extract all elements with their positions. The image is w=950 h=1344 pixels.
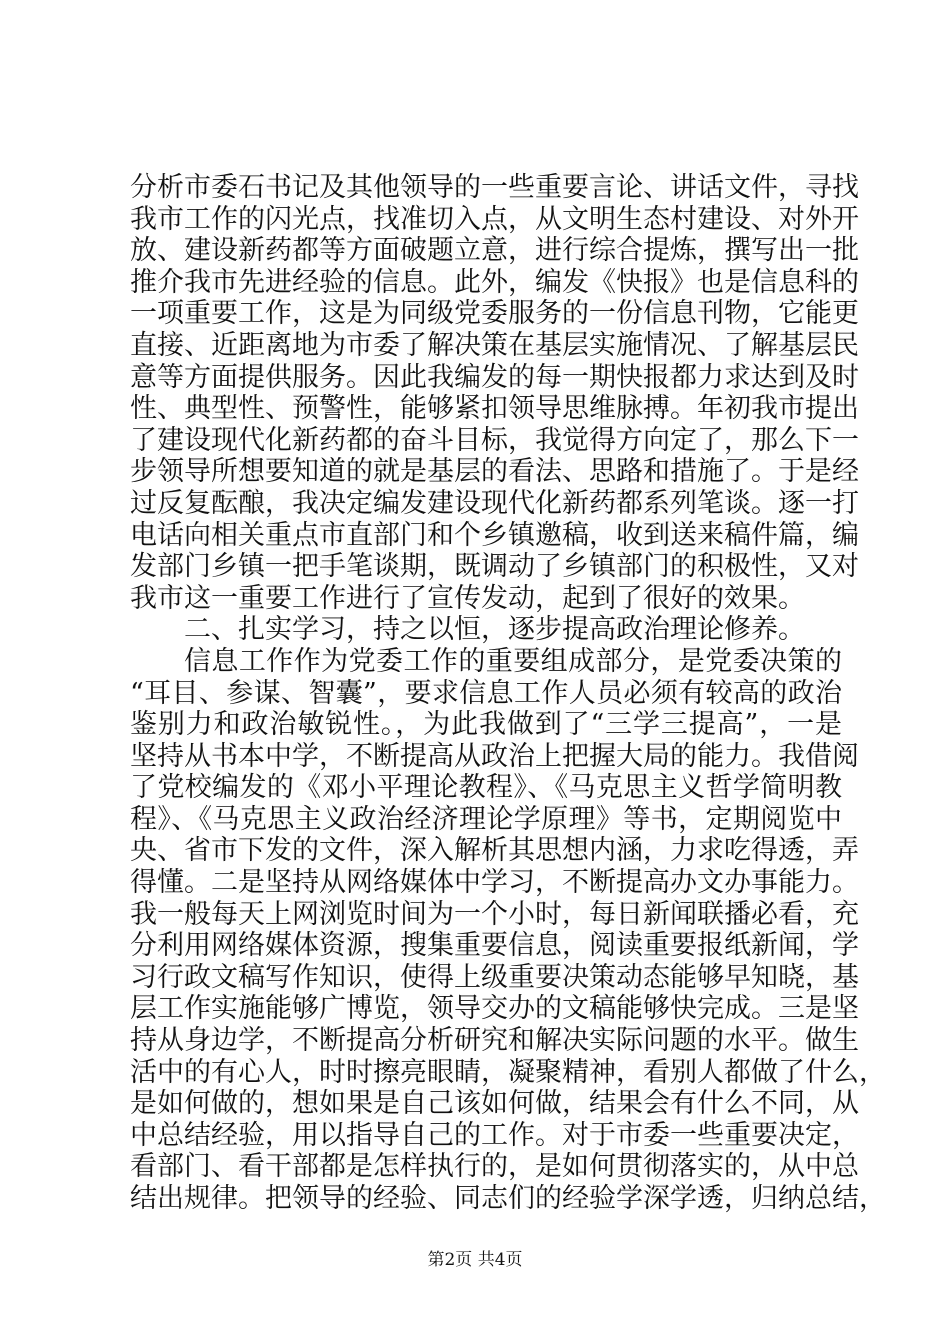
text-line: 得懂。二是坚持从网络媒体中学习，不断提高办文办事能力。 bbox=[130, 867, 859, 899]
text-line: 是如何做的，想如果是自己该如何做，结果会有什么不同，从 bbox=[130, 1088, 859, 1120]
text-line: 层工作实施能够广博览，领导交办的文稿能够快完成。三是坚 bbox=[130, 993, 859, 1025]
text-line: 电话向相关重点市直部门和个乡镇邀稿，收到送来稿件篇，编 bbox=[130, 519, 859, 551]
text-line: 过反复酝酿，我决定编发建设现代化新药都系列笔谈。逐一打 bbox=[130, 487, 859, 519]
text-line: 性、典型性、预警性，能够紧扣领导思维脉搏。年初我市提出 bbox=[130, 393, 859, 425]
text-line: 中总结经验，用以指导自己的工作。对于市委一些重要决定， bbox=[130, 1119, 859, 1151]
text-line: 我一般每天上网浏览时间为一个小时，每日新闻联播必看，充 bbox=[130, 898, 859, 930]
text-line: 鉴别力和政治敏锐性。，为此我做到了“三学三提高”，一是 bbox=[130, 709, 842, 741]
text-line: 坚持从书本中学，不断提高从政治上把握大局的能力。我借阅 bbox=[130, 740, 859, 772]
text-line: 看部门、看干部都是怎样执行的，是如何贯彻落实的，从中总 bbox=[130, 1151, 859, 1183]
text-line: 放、建设新药都等方面破题立意，进行综合提炼，撰写出一批 bbox=[130, 235, 859, 267]
text-line: 习行政文稿写作知识，使得上级重要决策动态能够早知晓，基 bbox=[130, 961, 859, 993]
text-line: 推介我市先进经验的信息。此外，编发《快报》也是信息科的 bbox=[130, 266, 859, 298]
text-line: 发部门乡镇一把手笔谈期，既调动了乡镇部门的积极性，又对 bbox=[130, 551, 859, 583]
section-heading: 二、扎实学习，持之以恒，逐步提高政治理论修养。 bbox=[184, 614, 805, 646]
text-line: 了建设现代化新药都的奋斗目标，我觉得方向定了，那么下一 bbox=[130, 424, 859, 456]
body-text bbox=[130, 172, 886, 1215]
page-number: 第2页 共4页 bbox=[427, 1250, 523, 1270]
text-line: 直接、近距离地为市委了解决策在基层实施情况、了解基层民 bbox=[130, 329, 859, 361]
text-line: 信息工作作为党委工作的重要组成部分，是党委决策的 bbox=[184, 645, 842, 677]
text-line: “耳目、参谋、智囊”，要求信息工作人员必须有较高的政治 bbox=[130, 677, 842, 709]
text-line: 了党校编发的《邓小平理论教程》、《马克思主义哲学简明教 bbox=[130, 772, 842, 804]
text-line: 分析市委石书记及其他领导的一些重要言论、讲话文件，寻找 bbox=[130, 172, 859, 203]
text-line: 意等方面提供服务。因此我编发的每一期快报都力求达到及时 bbox=[130, 361, 859, 393]
text-line: 结出规律。把领导的经验、同志们的经验学深学透，归纳总结， bbox=[130, 1183, 886, 1214]
text-line: 分利用网络媒体资源，搜集重要信息，阅读重要报纸新闻，学 bbox=[130, 930, 859, 962]
text-line: 持从身边学，不断提高分析研究和解决实际问题的水平。做生 bbox=[130, 1025, 859, 1057]
text-line: 活中的有心人，时时擦亮眼睛，凝聚精神，看别人都做了什么， bbox=[130, 1056, 886, 1088]
text-line: 程》、《马克思主义政治经济理论学原理》等书，定期阅览中 bbox=[130, 803, 842, 835]
text-line: 我市工作的闪光点，找准切入点，从文明生态村建设、对外开 bbox=[130, 203, 859, 235]
text-line: 步领导所想要知道的就是基层的看法、思路和措施了。于是经 bbox=[130, 456, 859, 488]
text-line: 一项重要工作，这是为同级党委服务的一份信息刊物，它能更 bbox=[130, 298, 859, 330]
text-line: 我市这一重要工作进行了宣传发动，起到了很好的效果。 bbox=[130, 582, 805, 614]
text-line: 央、省市下发的文件，深入解析其思想内涵，力求吃得透，弄 bbox=[130, 835, 859, 867]
